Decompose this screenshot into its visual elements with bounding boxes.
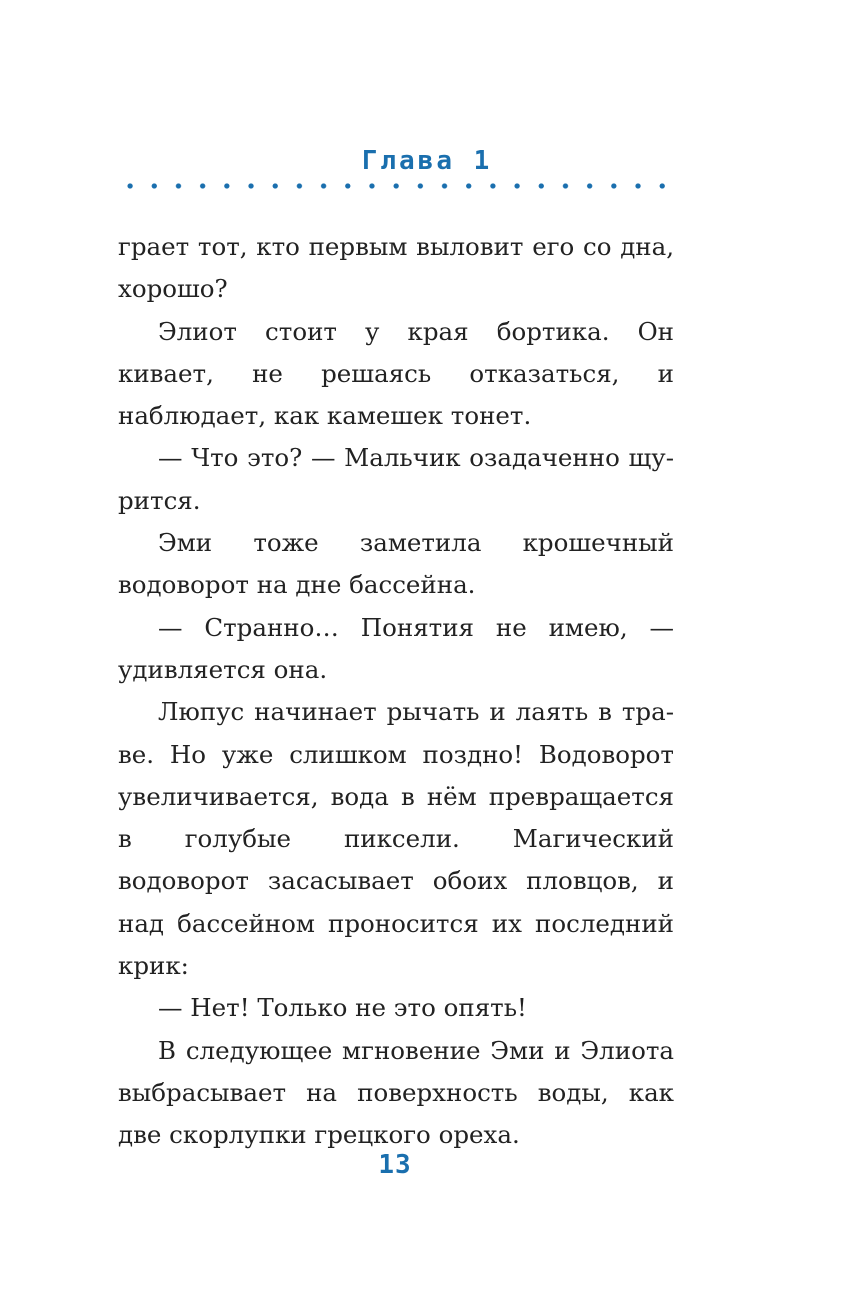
dotted-divider [118, 183, 675, 189]
paragraph: Элиот стоит у края бортика. Он кивает, не решаясь отказаться, и наблюдает, как камешек тонет. [118, 316, 674, 431]
body-text [118, 226, 674, 1157]
paragraph: В следующее мгновение Эми и Элиота выбрасывает на поверхность воды, как две скорлупки грецкого ореха. [118, 1035, 674, 1150]
paragraph: Эми тоже заметила крошечный водоворот на дне бассейна. [118, 528, 674, 600]
paragraph: — Что это? — Мальчик озадаченно щурится. [118, 443, 674, 515]
page-number: 13 [378, 1150, 412, 1180]
paragraph: Люпус начинает рычать и лаять в траве. Но уже слишком поздно! Водоворот увеличивается, вода в нём превращается в голубые пиксели. Магический водоворот засасывает обоих пловцов, и над бассейном проносится их последний крик: [118, 697, 674, 981]
paragraph: — Нет! Только не это опять! [158, 993, 527, 1023]
chapter-title: Глава 1 [361, 146, 493, 176]
chapter-header [0, 146, 844, 176]
paragraph: — Странно… Понятия не имею, — удивляется она. [118, 612, 674, 684]
paragraph: грает тот, кто первым выловит его со дна, хорошо? [118, 232, 674, 304]
